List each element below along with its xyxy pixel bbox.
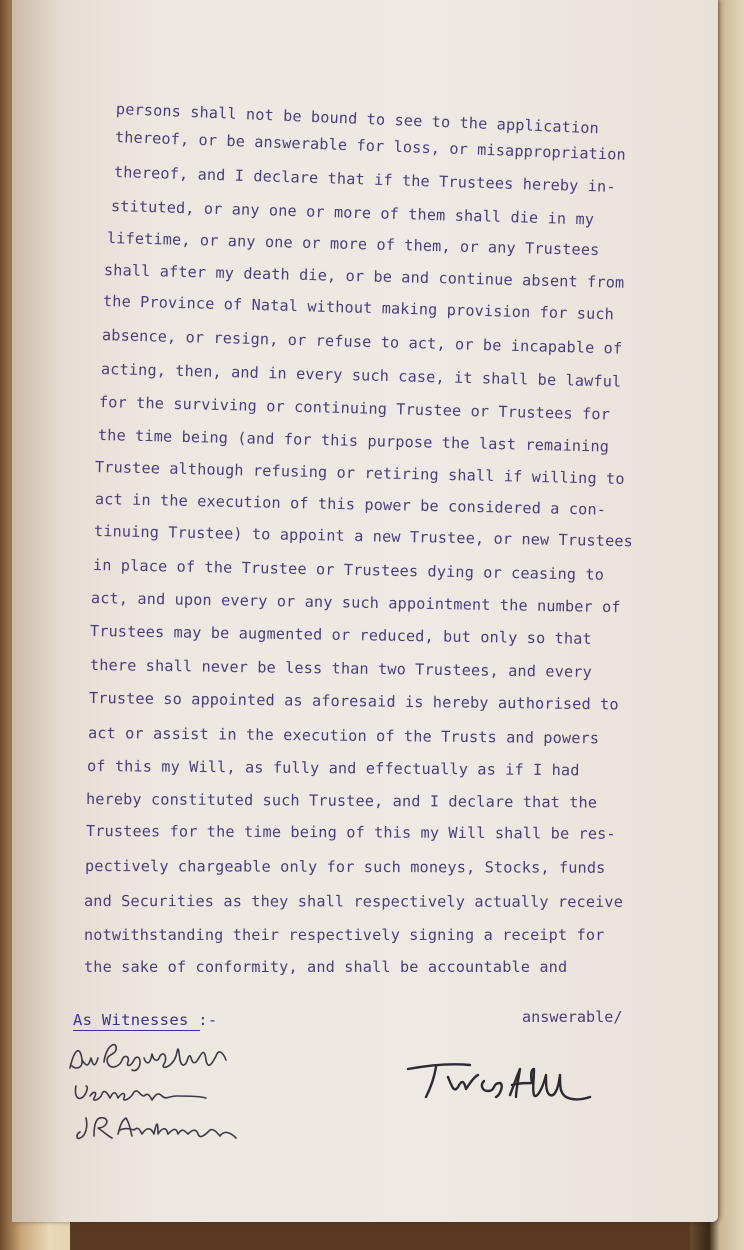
text-line: act in the execution of this power be considered a con-	[94, 490, 607, 519]
witness-label: As Witnesses :-	[73, 1011, 218, 1029]
signature-stroke	[77, 1118, 236, 1139]
text-line: tinuing Trustee) to appoint a new Trustee, or new Trustees	[93, 522, 634, 551]
text-line: for the surviving or continuing Trustee or Trustees for	[98, 393, 611, 424]
text-line: acting, then, and in every such case, it shall be lawful	[100, 360, 622, 391]
text-line: stituted, or any one or more of them shall die in my	[110, 197, 595, 229]
text-line: hereby constituted such Trustee, and I declare that the	[85, 790, 598, 812]
text-line: pectively chargeable only for such moneys, Stocks, funds	[84, 857, 606, 877]
text-line: act, and upon every or any such appointment the number of	[90, 589, 621, 617]
text-line: persons shall not be bound to see to the application	[115, 100, 600, 138]
text-line: notwithstanding their respectively signing a receipt for	[84, 926, 605, 944]
signature-stroke	[70, 1051, 98, 1068]
text-line: act or assist in the execution of the Trusts and powers	[87, 724, 600, 748]
text-line: lifetime, or any one or more of them, or any Trustees	[106, 229, 600, 260]
text-line: thereof, or be answerable for loss, or misappropriation	[114, 128, 627, 164]
text-line: the time being (and for this purpose the last remaining	[97, 426, 610, 456]
witness-signatures	[60, 1030, 300, 1160]
text-line: Trustee although refusing or retiring shall if willing to	[94, 458, 625, 489]
signature-stroke	[482, 1081, 502, 1097]
text-line: thereof, and I declare that if the Trustees hereby in-	[113, 163, 616, 196]
text-line: shall after my death die, or be and continue absent from	[103, 261, 625, 292]
text-line: absence, or resign, or refuse to act, or be incapable of	[101, 326, 623, 358]
text-line: there shall never be less than two Trustees, and every	[89, 656, 592, 682]
signature-stroke	[104, 1045, 226, 1071]
text-line: the Province of Natal without making provision for such	[102, 292, 615, 324]
text-line: of this my Will, as fully and effectually as if I had	[86, 757, 580, 780]
text-line: in place of the Trustee or Trustees dying or ceasing to	[92, 556, 605, 584]
signature-stroke	[408, 1064, 470, 1097]
testator-signature-image	[400, 1055, 600, 1125]
catch-word: answerable/	[522, 1008, 623, 1026]
signature-stroke	[448, 1075, 478, 1089]
signature-stroke	[75, 1086, 206, 1100]
text-line: and Securities as they shall respectively actually receive	[83, 892, 624, 911]
text-line: the sake of conformity, and shall be accountable and	[84, 958, 568, 976]
text-line: Trustee so appointed as aforesaid is hereby authorised to	[88, 689, 619, 714]
text-line: Trustees may be augmented or reduced, but only so that	[89, 622, 592, 648]
witness-signatures-image	[60, 1030, 300, 1160]
signature-stroke	[510, 1069, 590, 1099]
text-line: Trustees for the time being of this my Will shall be res-	[85, 822, 616, 843]
testator-signature	[400, 1055, 600, 1125]
